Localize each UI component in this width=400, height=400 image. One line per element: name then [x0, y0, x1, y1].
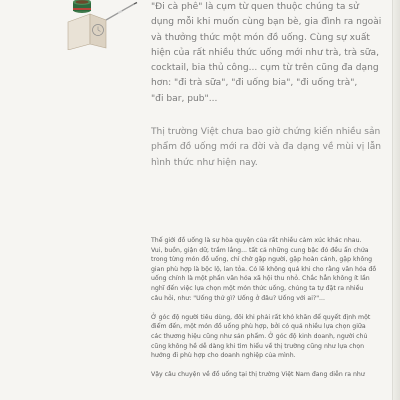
text-line: các thương hiệu cũng như sản phẩm. Ở góc độ kinh doanh, người chủ	[151, 332, 368, 340]
text-line: điểm đến, một món đồ uống phù hợp, bởi có quá nhiều lựa chọn giữa	[151, 323, 366, 331]
intro-paragraph	[151, 0, 383, 107]
body-paragraph	[151, 370, 383, 380]
text-line: hơn: "đi trà sữa", "đi uống bia", "đi uống trà",	[151, 78, 358, 89]
page-edge	[392, 0, 400, 400]
text-line: phẩm đồ uống mới ra đời và đa dạng về mùi vị lẫn	[151, 142, 382, 153]
text-line: hướng đi phù hợp cho doanh nghiệp của mình.	[151, 352, 296, 360]
body-text	[151, 236, 383, 380]
coffee-cup-illustration	[60, 0, 140, 50]
text-line: câu hỏi, như: "Uống thứ gì? Uống ở đâu? Uống với ai?"...	[151, 294, 325, 302]
text-line: "Đi cà phê" là cụm từ quen thuộc chúng ta sử	[151, 2, 359, 12]
text-line: Thị trường Việt chưa bao giờ chứng kiến nhiều sản	[151, 127, 381, 137]
text-line: Vui, buồn, giận dữ, trầm lắng... tất cả những cung bậc đó đều ẩn chứa	[151, 246, 369, 254]
text-line: "đi bar, pub"...	[151, 93, 218, 104]
text-line: Vậy câu chuyện về đồ uống tại thị trường Việt Nam đang diễn ra như	[151, 371, 365, 379]
body-paragraph	[151, 313, 383, 361]
text-line: gian phù hợp là bộc lộ, lan tỏa. Có lẽ không quá khi cho rằng văn hóa đồ	[151, 265, 377, 273]
text-line: cocktail, bia thủ công... cụm từ trên cũng đa dạng	[151, 63, 379, 74]
text-line: hiện của rất nhiều thức uống mới như trà, trà sữa,	[151, 47, 379, 58]
text-line: Thế giới đồ uống là sự hòa quyện của rất nhiều cảm xúc khác nhau.	[151, 237, 362, 244]
text-line: hình thức như hiện nay.	[151, 157, 258, 168]
text-line: uống chính là một phần văn hóa xã hội thu nhỏ. Chắc hẳn không ít lần	[151, 275, 370, 283]
highlight-paragraph	[151, 125, 383, 171]
text-line: và thưởng thức một món đồ uống. Cùng sự xuất	[151, 32, 370, 43]
text-line: cũng không hề dễ dàng khi tìm hiểu về thị trường cũng như lựa chọn	[151, 342, 365, 350]
text-line: nghĩ đến việc lựa chọn một món thức uống, chúng ta tự đặt ra nhiều	[151, 284, 364, 292]
text-line: trong từng món đồ uống, chỉ chờ gặp người, gặp hoàn cảnh, gặp không	[151, 256, 373, 264]
body-paragraph	[151, 236, 383, 303]
text-line: Ở góc độ người tiêu dùng, đôi khi phải rất khó khăn để quyết định một	[151, 313, 371, 321]
text-line: dụng mỗi khi muốn cùng bạn bè, gia đình ra ngoài	[151, 17, 382, 28]
